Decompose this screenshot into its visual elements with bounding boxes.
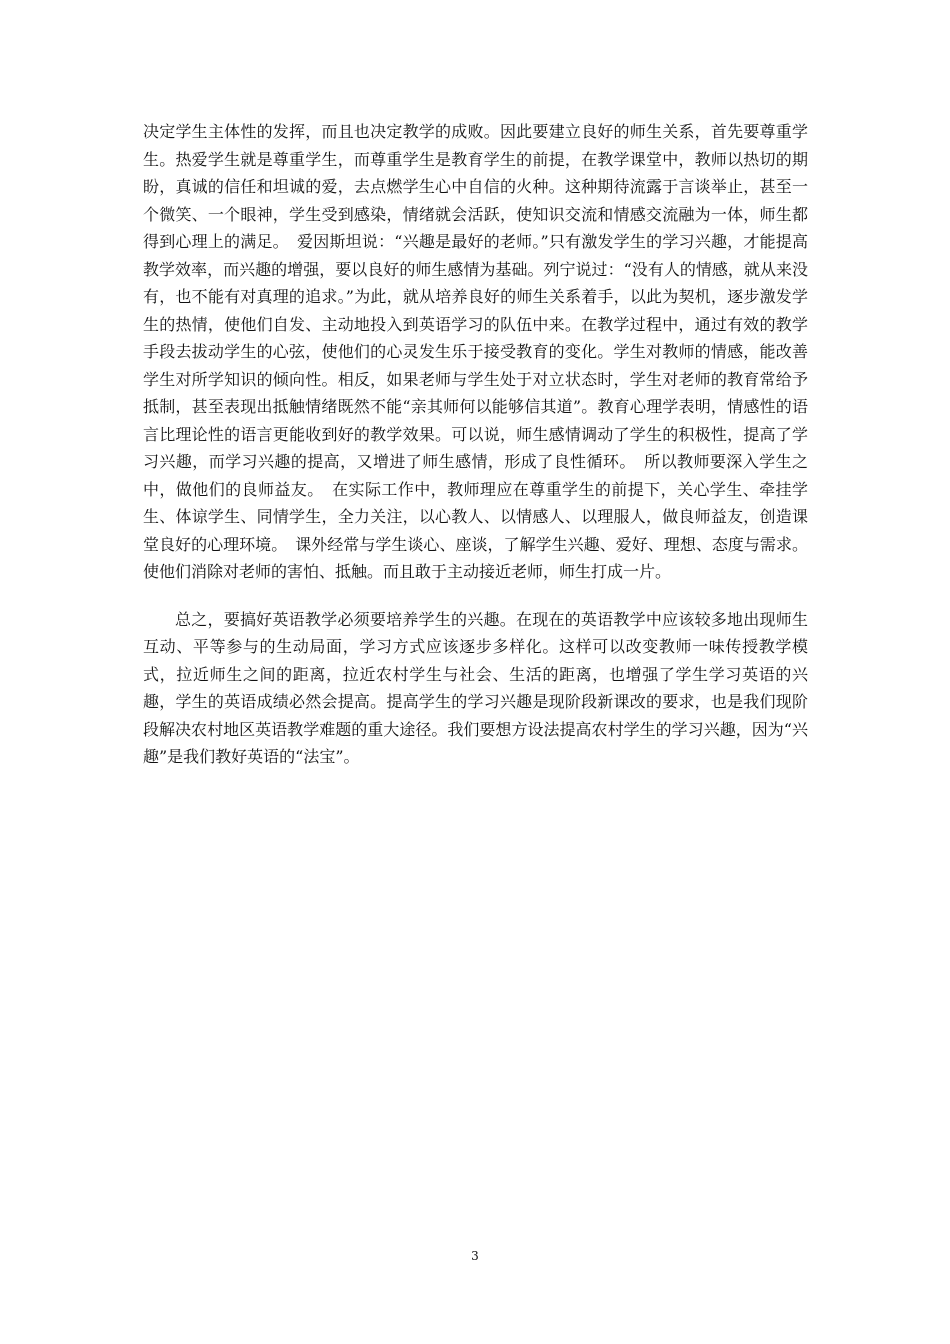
document-body (143, 118, 808, 771)
body-paragraph: 决定学生主体性的发挥，而且也决定教学的成败。因此要建立良好的师生关系，首先要尊重学生。热爱学生就是尊重学生，而尊重学生是教育学生的前提，在教学课堂中，教师以热切的期盼，真诚的信任和坦诚的爱，去点燃学生心中自信的火种。这种期待流露于言谈举止，甚至一个微笑、一个眼神，学生受到感染，情绪就会活跃，使知识交流和情感交流融为一体，师生都得到心理上的满足。 爱因斯坦说：“兴趣是最好的老师。”只有激发学生的学习兴趣，才能提高教学效率，而兴趣的增强，要以良好的师生感情为基础。列宁说过：“没有人的情感，就从来没有，也不能有对真理的追求。”为此，就从培养良好的师生关系着手，以此为契机，逐步激发学生的热情，使他们自发、主动地投入到英语学习的队伍中来。在教学过程中，通过有效的教学手段去拔动学生的心弦，使他们的心灵发生乐于接受教育的变化。学生对教师的情感，能改善学生对所学知识的倾向性。相反，如果老师与学生处于对立状态时，学生对老师的教育常给予抵制，甚至表现出抵触情绪既然不能“亲其师何以能够信其道”。教育心理学表明，情感性的语言比理论性的语言更能收到好的教学效果。可以说，师生感情调动了学生的积极性，提高了学习兴趣，而学习兴趣的提高，又增进了师生感情，形成了良性循环。 所以教师要深入学生之中，做他们的良师益友。 在实际工作中，教师理应在尊重学生的前提下，关心学生、牵挂学生、体谅学生、同情学生，全力关注，以心教人、以情感人、以理服人，做良师益友，创造课堂良好的心理环境。 课外经常与学生谈心、座谈，了解学生兴趣、爱好、理想、态度与需求。使他们消除对老师的害怕、抵触。而且敢于主动接近老师，师生打成一片。 (143, 122, 808, 581)
conclusion-paragraph: 总之，要搞好英语教学必须要培养学生的兴趣。在现在的英语教学中应该较多地出现师生互动、平等参与的生动局面，学习方式应该逐步多样化。这样可以改变教师一味传授教学模式，拉近师生之间的距离，拉近农村学生与社会、生活的距离，也增强了学生学习英语的兴趣，学生的英语成绩必然会提高。提高学生的学习兴趣是现阶段新课改的要求，也是我们现阶段解决农村地区英语教学难题的重大途径。我们要想方设法提高农村学生的学习兴趣，因为“兴趣”是我们教好英语的“法宝”。 (143, 609, 808, 766)
page-number: 3 (471, 1249, 479, 1263)
